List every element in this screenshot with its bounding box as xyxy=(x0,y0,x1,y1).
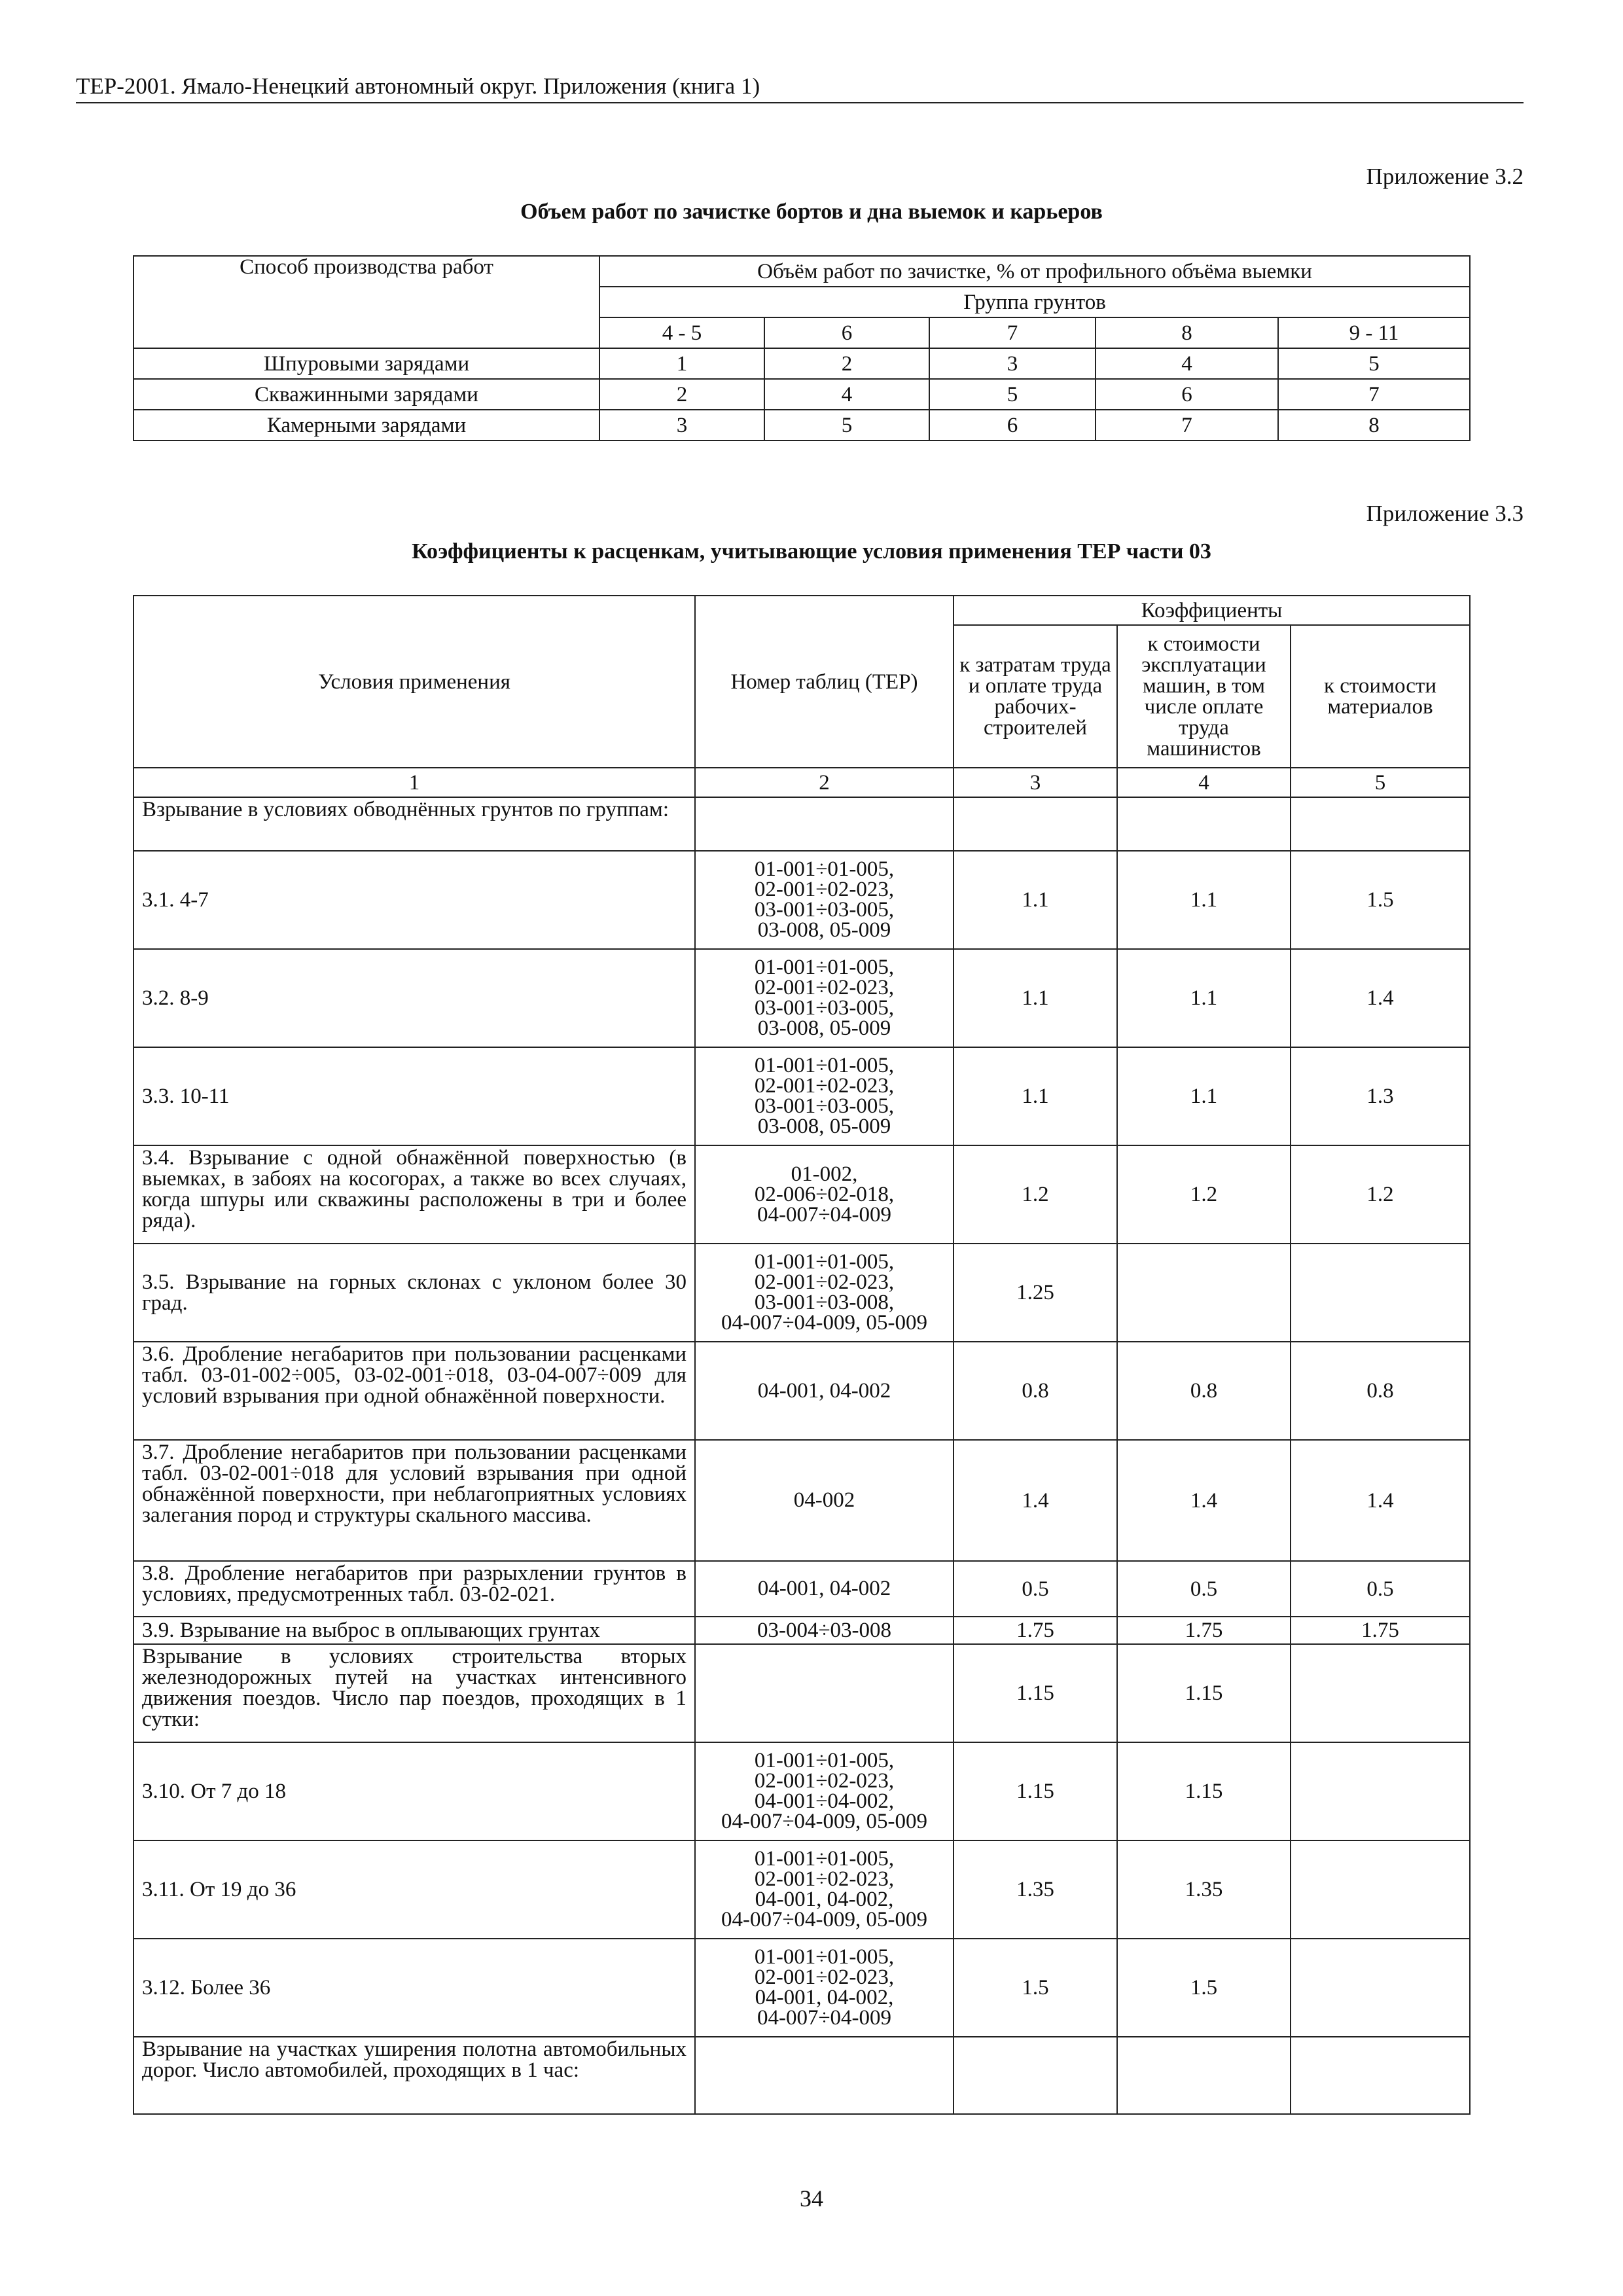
column-number: 2 xyxy=(695,768,954,797)
materials-coefficient-cell xyxy=(1291,797,1470,851)
machines-coefficient-cell: 1.35 xyxy=(1117,1840,1291,1939)
labor-coefficient-cell: 0.8 xyxy=(954,1342,1117,1440)
value-cell: 8 xyxy=(1278,410,1470,440)
header-conditions: Условия применения xyxy=(134,596,695,768)
table-numbers-cell: 01-001÷01-005, 02-001÷02-023, 04-001, 04-002, 04-007÷04-009, 05-009 xyxy=(695,1840,954,1939)
materials-coefficient-cell: 0.8 xyxy=(1291,1342,1470,1440)
table-numbers-cell: 04-002 xyxy=(695,1440,954,1561)
labor-coefficient-cell: 1.1 xyxy=(954,1047,1117,1145)
table-numbers-cell: 01-001÷01-005, 02-001÷02-023, 04-001, 04-002, 04-007÷04-009 xyxy=(695,1939,954,2037)
labor-coefficient-cell xyxy=(954,2037,1117,2114)
materials-coefficient-cell: 1.4 xyxy=(1291,949,1470,1047)
materials-coefficient-cell: 1.5 xyxy=(1291,851,1470,949)
condition-cell: 3.11. От 19 до 36 xyxy=(134,1840,695,1939)
table-row xyxy=(134,410,1470,440)
materials-coefficient-cell xyxy=(1291,2037,1470,2114)
cleanup-volume-table xyxy=(133,255,1471,441)
table-row xyxy=(134,797,1470,851)
machines-coefficient-cell xyxy=(1117,2037,1291,2114)
header-labor: к затратам труда и оплате труда рабочих-строителей xyxy=(954,625,1117,768)
table-numbers-cell: 01-001÷01-005, 02-001÷02-023, 03-001÷03-005, 03-008, 05-009 xyxy=(695,949,954,1047)
machines-coefficient-cell xyxy=(1117,797,1291,851)
condition-cell: 3.10. От 7 до 18 xyxy=(134,1742,695,1840)
table-row xyxy=(134,1561,1470,1617)
value-cell: 5 xyxy=(764,410,929,440)
condition-cell: Взрывание в условиях строительства вторых железнодорожных путей на участках интенсивного движения поездов. Число пар поездов, проходящих в 1 сутки: xyxy=(134,1644,695,1742)
value-cell: 7 xyxy=(1096,410,1278,440)
table-row xyxy=(134,379,1470,410)
group-cell: 7 xyxy=(929,317,1096,348)
table-row xyxy=(134,1145,1470,1244)
table-title-3-2: Объем работ по зачистке бортов и дна выемок и карьеров xyxy=(520,200,1103,224)
table-row xyxy=(134,1342,1470,1440)
value-cell: 3 xyxy=(599,410,764,440)
table-row xyxy=(134,1440,1470,1561)
group-cell: 4 - 5 xyxy=(599,317,764,348)
table-numbers-cell: 01-001÷01-005, 02-001÷02-023, 03-001÷03-008, 04-007÷04-009, 05-009 xyxy=(695,1244,954,1342)
table-numbers-cell: 01-002, 02-006÷02-018, 04-007÷04-009 xyxy=(695,1145,954,1244)
condition-cell: 3.3. 10-11 xyxy=(134,1047,695,1145)
machines-coefficient-cell: 1.1 xyxy=(1117,949,1291,1047)
table-row xyxy=(134,1244,1470,1342)
table-row xyxy=(134,1617,1470,1644)
table-title-3-3: Коэффициенты к расценкам, учитывающие условия применения ТЕР части 03 xyxy=(412,539,1211,564)
group-cell: 8 xyxy=(1096,317,1278,348)
machines-coefficient-cell: 1.5 xyxy=(1117,1939,1291,2037)
running-header: ТЕР-2001. Ямало-Ненецкий автономный округ. Приложения (книга 1) xyxy=(76,73,1524,103)
value-cell: 6 xyxy=(929,410,1096,440)
condition-cell: 3.9. Взрывание на выброс в оплывающих грунтах xyxy=(134,1617,695,1644)
materials-coefficient-cell: 1.4 xyxy=(1291,1440,1470,1561)
table-numbers-cell: 03-004÷03-008 xyxy=(695,1617,954,1644)
labor-coefficient-cell: 1.1 xyxy=(954,949,1117,1047)
column-number: 4 xyxy=(1117,768,1291,797)
table-row xyxy=(134,1644,1470,1742)
header-volume: Объём работ по зачистке, % от профильного объёма выемки xyxy=(599,256,1470,287)
labor-coefficient-cell: 1.2 xyxy=(954,1145,1117,1244)
table-row xyxy=(134,2037,1470,2114)
machines-coefficient-cell: 1.1 xyxy=(1117,1047,1291,1145)
labor-coefficient-cell: 1.4 xyxy=(954,1440,1117,1561)
value-cell: 4 xyxy=(764,379,929,410)
header-method: Способ производства работ xyxy=(134,256,599,348)
table-numbers-cell: 01-001÷01-005, 02-001÷02-023, 03-001÷03-005, 03-008, 05-009 xyxy=(695,851,954,949)
page-number: 34 xyxy=(800,2185,823,2212)
table-row xyxy=(134,1047,1470,1145)
materials-coefficient-cell xyxy=(1291,1742,1470,1840)
machines-coefficient-cell: 0.8 xyxy=(1117,1342,1291,1440)
table-numbers-cell: 01-001÷01-005, 02-001÷02-023, 04-001÷04-002, 04-007÷04-009, 05-009 xyxy=(695,1742,954,1840)
table-numbers-cell: 01-001÷01-005, 02-001÷02-023, 03-001÷03-005, 03-008, 05-009 xyxy=(695,1047,954,1145)
labor-coefficient-cell: 0.5 xyxy=(954,1561,1117,1617)
materials-coefficient-cell: 1.2 xyxy=(1291,1145,1470,1244)
materials-coefficient-cell xyxy=(1291,1244,1470,1342)
header-table-numbers: Номер таблиц (ТЕР) xyxy=(695,596,954,768)
appendix-label-3-2: Приложение 3.2 xyxy=(1366,164,1524,189)
value-cell: 2 xyxy=(764,348,929,379)
labor-coefficient-cell: 1.25 xyxy=(954,1244,1117,1342)
appendix-label-3-3: Приложение 3.3 xyxy=(1366,501,1524,526)
machines-coefficient-cell: 1.15 xyxy=(1117,1644,1291,1742)
column-number: 5 xyxy=(1291,768,1470,797)
labor-coefficient-cell: 1.15 xyxy=(954,1742,1117,1840)
value-cell: 5 xyxy=(1278,348,1470,379)
condition-cell: Взрывание в условиях обводнённых грунтов по группам: xyxy=(134,797,695,851)
method-cell: Скважинными зарядами xyxy=(134,379,599,410)
table-row xyxy=(134,1939,1470,2037)
value-cell: 6 xyxy=(1096,379,1278,410)
table-numbers-cell xyxy=(695,797,954,851)
materials-coefficient-cell: 1.3 xyxy=(1291,1047,1470,1145)
machines-coefficient-cell: 1.2 xyxy=(1117,1145,1291,1244)
value-cell: 3 xyxy=(929,348,1096,379)
table-numbers-cell xyxy=(695,1644,954,1742)
machines-coefficient-cell: 0.5 xyxy=(1117,1561,1291,1617)
materials-coefficient-cell xyxy=(1291,1840,1470,1939)
condition-cell: Взрывание на участках уширения полотна автомобильных дорог. Число автомобилей, проходящих в 1 час: xyxy=(134,2037,695,2114)
value-cell: 1 xyxy=(599,348,764,379)
materials-coefficient-cell: 1.75 xyxy=(1291,1617,1470,1644)
table-numbers-cell: 04-001, 04-002 xyxy=(695,1561,954,1617)
header-soil-group: Группа грунтов xyxy=(599,287,1470,317)
table-row xyxy=(134,348,1470,379)
machines-coefficient-cell: 1.1 xyxy=(1117,851,1291,949)
condition-cell: 3.6. Дробление негабаритов при пользовании расценками табл. 03-01-002÷005, 03-02-001÷018, 03-04-007÷009 для условий взрывания при одной обнажённой поверхности. xyxy=(134,1342,695,1440)
table-row xyxy=(134,1742,1470,1840)
value-cell: 5 xyxy=(929,379,1096,410)
labor-coefficient-cell: 1.35 xyxy=(954,1840,1117,1939)
table-row xyxy=(134,851,1470,949)
machines-coefficient-cell: 1.15 xyxy=(1117,1742,1291,1840)
machines-coefficient-cell xyxy=(1117,1244,1291,1342)
condition-cell: 3.8. Дробление негабаритов при разрыхлении грунтов в условиях, предусмотренных табл. 03-02-021. xyxy=(134,1561,695,1617)
method-cell: Камерными зарядами xyxy=(134,410,599,440)
table-row xyxy=(134,949,1470,1047)
table-numbers-cell xyxy=(695,2037,954,2114)
labor-coefficient-cell xyxy=(954,797,1117,851)
value-cell: 2 xyxy=(599,379,764,410)
labor-coefficient-cell: 1.5 xyxy=(954,1939,1117,2037)
materials-coefficient-cell xyxy=(1291,1644,1470,1742)
header-coefficients: Коэффициенты xyxy=(954,596,1470,625)
header-materials: к стоимости материалов xyxy=(1291,625,1470,768)
header-machines: к стоимости эксплуатации машин, в том числе оплате труда машинистов xyxy=(1117,625,1291,768)
machines-coefficient-cell: 1.4 xyxy=(1117,1440,1291,1561)
value-cell: 7 xyxy=(1278,379,1470,410)
table-numbers-cell: 04-001, 04-002 xyxy=(695,1342,954,1440)
materials-coefficient-cell xyxy=(1291,1939,1470,2037)
value-cell: 4 xyxy=(1096,348,1278,379)
condition-cell: 3.2. 8-9 xyxy=(134,949,695,1047)
condition-cell: 3.1. 4-7 xyxy=(134,851,695,949)
table-row xyxy=(134,1840,1470,1939)
column-number: 1 xyxy=(134,768,695,797)
condition-cell: 3.5. Взрывание на горных склонах с уклоном более 30 град. xyxy=(134,1244,695,1342)
group-cell: 9 - 11 xyxy=(1278,317,1470,348)
labor-coefficient-cell: 1.15 xyxy=(954,1644,1117,1742)
method-cell: Шпуровыми зарядами xyxy=(134,348,599,379)
coefficients-table xyxy=(133,595,1471,2115)
column-number: 3 xyxy=(954,768,1117,797)
condition-cell: 3.7. Дробление негабаритов при пользовании расценками табл. 03-02-001÷018 для условий взрывания при одной обнажённой поверхности, при неблагоприятных условиях залегания пород и структуры скального массива. xyxy=(134,1440,695,1561)
labor-coefficient-cell: 1.1 xyxy=(954,851,1117,949)
condition-cell: 3.12. Более 36 xyxy=(134,1939,695,2037)
labor-coefficient-cell: 1.75 xyxy=(954,1617,1117,1644)
group-cell: 6 xyxy=(764,317,929,348)
condition-cell: 3.4. Взрывание с одной обнажённой поверхностью (в выемках, в забоях на косогорах, а также во всех случаях, когда шпуры или скважины расположены в три и более ряда). xyxy=(134,1145,695,1244)
materials-coefficient-cell: 0.5 xyxy=(1291,1561,1470,1617)
machines-coefficient-cell: 1.75 xyxy=(1117,1617,1291,1644)
